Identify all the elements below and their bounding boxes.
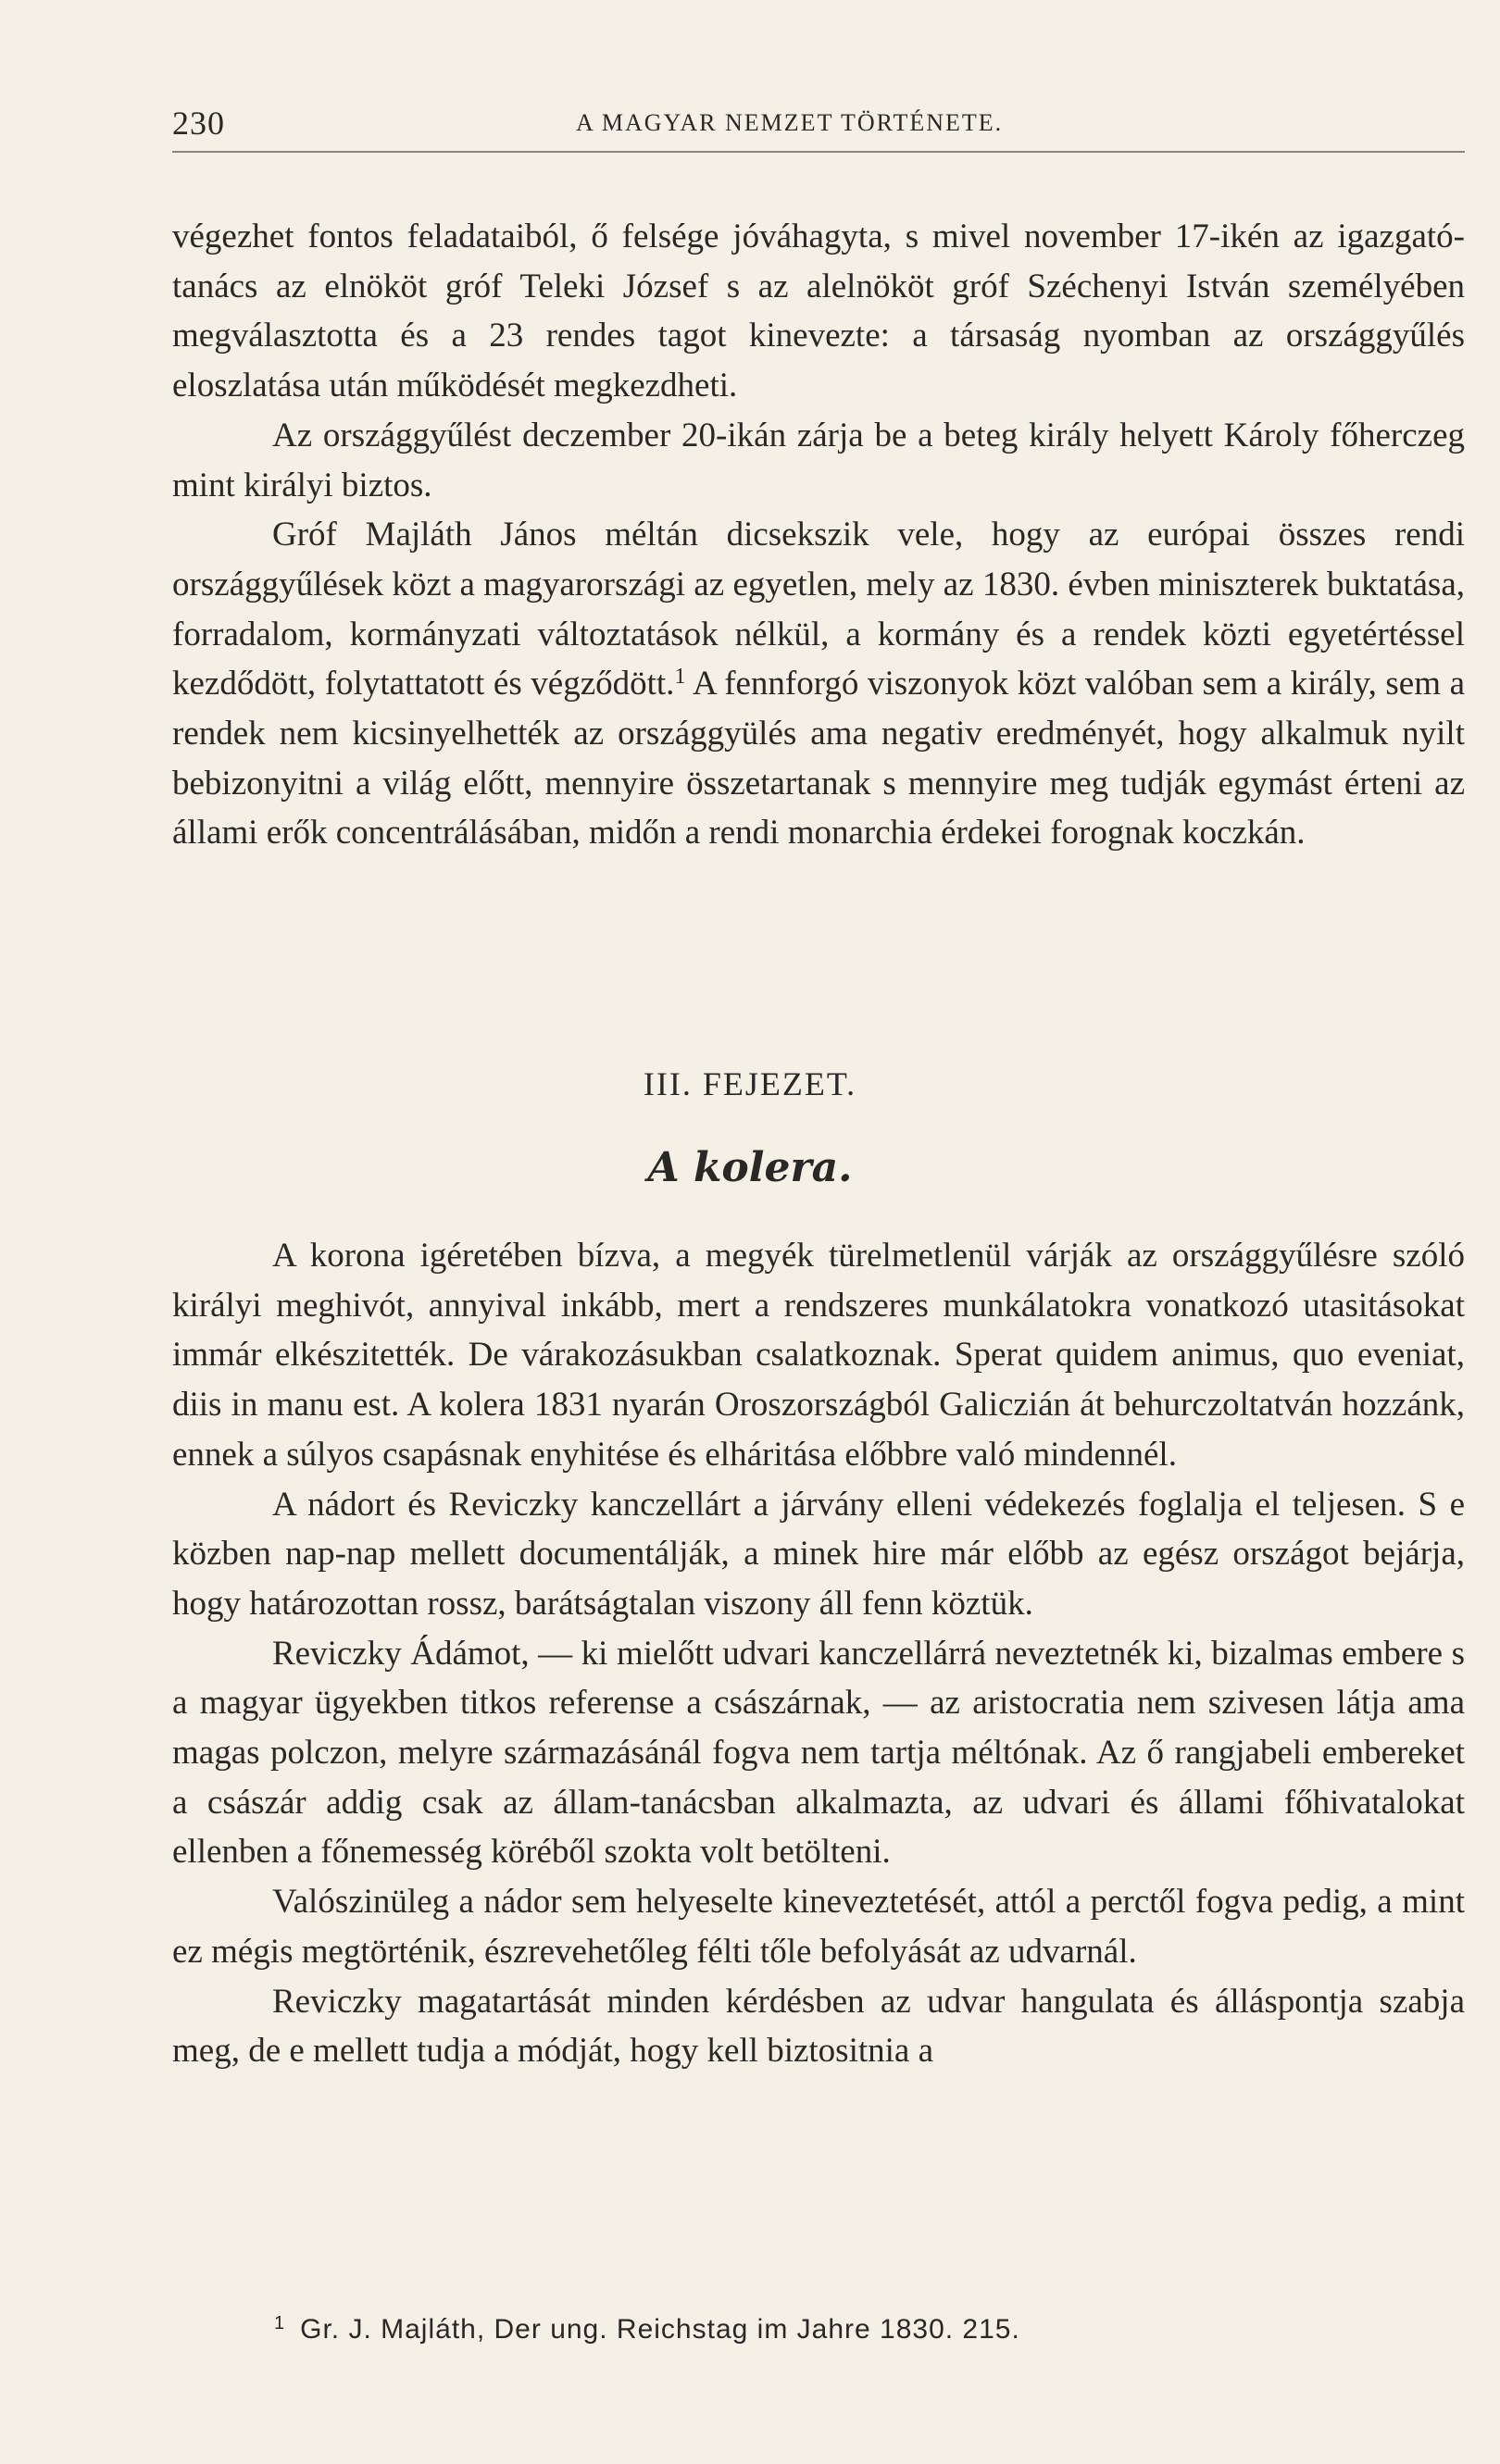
header-rule xyxy=(172,151,1465,153)
paragraph: A nádort és Reviczky kanczellárt a járvány elleni védekezés foglalja el teljesen. S e közben nap-nap mellett documentálják, a minek hire már előbb az egész országot bejárja, hogy határozottan rossz, barátságtalan viszony áll fenn köztük. xyxy=(172,1485,1465,1623)
running-head: A MAGYAR NEMZET TÖRTÉNETE. xyxy=(576,109,1004,136)
paragraph: A korona igéretében bízva, a megyék türelmetlenül várják az országgyűlésre szóló királyi meghivót, annyival inkább, mert a rendszeres munkálatokra vonatkozó utasitásokat immár elkészitették. De várakozásukban csalatkoznak. Sperat quidem animus, quo eveniat, diis in manu est. A kolera 1831 nyarán Oroszországból Galiczián át behurczoltatván hozzánk, ennek a súlyos csapásnak enyhitése és elháritása előbbre való mindennél. xyxy=(172,1237,1465,1474)
paragraph: Reviczky Ádámot, — ki mielőtt udvari kanczellárrá neveztetnék ki, bizalmas embere s a magyar ügyekben titkos referense a császárnak, — az aristocratia nem szivesen látja ama magas polczon, melyre származásánál fogva nem tartja méltónak. Az ő rangjabeli embereket a császár addig csak az állam-tanácsban alkalmazta, az udvari és állami főhivatalokat ellenben a főnemesség köréből szokta volt betölteni. xyxy=(172,1634,1465,1872)
footnote-reference[interactable]: 1 xyxy=(674,665,686,690)
chapter-title: A kolera. xyxy=(647,1144,853,1191)
paragraph: Valószinüleg a nádor sem helyeselte kineveztetését, attól a perctől fogva pedig, a mint ez mégis megtörténik, észrevehetőleg félti tőle befolyását az udvarnál. xyxy=(172,1883,1465,1971)
footnote-text: Gr. J. Majláth, Der ung. Reichstag im Jahre 1830. 215. xyxy=(300,2314,1020,2345)
paragraph-majlath xyxy=(172,510,1465,858)
page-header xyxy=(172,104,1465,152)
paragraph: végezhet fontos feladataiból, ő felsége jóváhagyta, s mivel november 17-ikén az igazgató-tanács az elnököt gróf Teleki József s az alelnököt gróf Széchenyi István személyében megválasztotta és a 23 rendes tagot kinevezte: a társaság nyomban az országgyűlés eloszlatása után működését megkezdheti. xyxy=(172,218,1465,405)
paragraph: Az országgyűlést deczember 20-ikán zárja be a beteg király helyett Károly főherczeg mint királyi biztos. xyxy=(172,416,1465,504)
footnote-marker: 1 xyxy=(274,2313,286,2333)
chapter-number: III. FEJEZET. xyxy=(643,1065,857,1102)
paragraph: Reviczky magatartását minden kérdésben az udvar hangulata és álláspontja szabja meg, de e mellett tudja a módját, hogy kell biztositnia a xyxy=(172,1982,1465,2071)
body-text-before-chapter xyxy=(172,212,1465,858)
body-text-chapter xyxy=(172,1231,1465,2076)
page-number: 230 xyxy=(172,105,225,142)
paragraph-text: Gróf Majláth János méltán dicsekszik vele, hogy az európai összes rendi országgyűlések közt a magyarországi az egyetlen, mely az 1830. évben miniszterek buktatása, forradalom, kormányzati változtatások nélkül, a kormány és a rendek közti egyetértéssel kezdődött, folytattatott és végződött. xyxy=(172,516,1465,703)
footnote xyxy=(274,2314,1020,2346)
paragraph-text: A fennforgó viszonyok közt valóban sem a király, sem a rendek nem kicsinyelhették az országgyülés ama negativ eredményét, hogy alkalmuk nyilt bebizonyitni a világ előtt, mennyire összetartanak s mennyire meg tudják egymást érteni az állami erők concentrálásában, midőn a rendi monarchia érdekei forognak koczkán. xyxy=(172,665,1465,852)
